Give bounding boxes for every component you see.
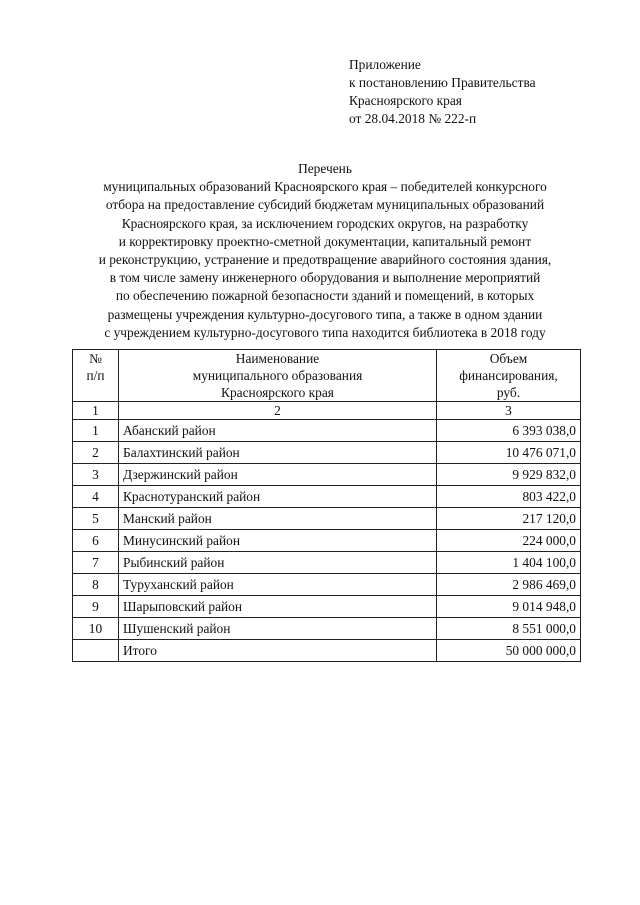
table-row bbox=[73, 486, 581, 508]
column-index: 3 bbox=[437, 402, 581, 420]
heading-line: размещены учреждения культурно-досугового типа, а также в одном здании bbox=[107, 306, 543, 322]
row-name: Абанский район bbox=[119, 420, 437, 442]
row-name: Краснотуранский район bbox=[119, 486, 437, 508]
row-name: Дзержинский район bbox=[119, 464, 437, 486]
row-number: 6 bbox=[73, 530, 119, 552]
heading-line: отбора на предоставление субсидий бюджетам муниципальных образований bbox=[105, 197, 545, 213]
table-row bbox=[73, 618, 581, 640]
table-row bbox=[73, 508, 581, 530]
appendix-block bbox=[349, 56, 536, 128]
row-name: Балахтинский район bbox=[119, 442, 437, 464]
row-number: 2 bbox=[73, 442, 119, 464]
header-name bbox=[119, 350, 437, 402]
header-amount bbox=[437, 350, 581, 402]
heading-line: муниципальных образований Красноярского края – победителей конкурсного bbox=[103, 179, 547, 195]
appendix-decree-line: к постановлению Правительства bbox=[349, 75, 536, 90]
row-number: 9 bbox=[73, 596, 119, 618]
appendix-title: Приложение bbox=[349, 57, 421, 72]
row-amount: 803 422,0 bbox=[437, 486, 581, 508]
row-number: 5 bbox=[73, 508, 119, 530]
total-number bbox=[73, 640, 119, 662]
heading-line: в том числе замену инженерного оборудования и выполнение мероприятий bbox=[109, 270, 541, 286]
table-row bbox=[73, 552, 581, 574]
row-amount: 2 986 469,0 bbox=[437, 574, 581, 596]
total-label: Итого bbox=[119, 640, 437, 662]
heading-line: и корректировку проектно-сметной документации, капитальный ремонт bbox=[118, 233, 532, 249]
table-row bbox=[73, 596, 581, 618]
header-name-line: муниципального образования bbox=[192, 368, 363, 383]
row-number: 10 bbox=[73, 618, 119, 640]
header-name-line: Красноярского края bbox=[221, 385, 334, 400]
total-amount: 50 000 000,0 bbox=[437, 640, 581, 662]
heading-title: Перечень bbox=[298, 161, 352, 176]
row-amount: 10 476 071,0 bbox=[437, 442, 581, 464]
row-number: 8 bbox=[73, 574, 119, 596]
row-number: 7 bbox=[73, 552, 119, 574]
row-name: Шарыповский район bbox=[119, 596, 437, 618]
header-amount-line: финансирования, bbox=[459, 368, 558, 383]
heading-line: с учреждением культурно-досугового типа находится библиотека в 2018 году bbox=[104, 324, 546, 340]
row-amount: 9 929 832,0 bbox=[437, 464, 581, 486]
row-number: 3 bbox=[73, 464, 119, 486]
row-amount: 8 551 000,0 bbox=[437, 618, 581, 640]
total-row bbox=[73, 640, 581, 662]
table-row bbox=[73, 530, 581, 552]
row-name: Шушенский район bbox=[119, 618, 437, 640]
heading-line: по обеспечению пожарной безопасности зданий и помещений, в которых bbox=[115, 288, 535, 304]
header-amount-line: Объем bbox=[489, 351, 528, 366]
row-amount: 6 393 038,0 bbox=[437, 420, 581, 442]
row-name: Туруханский район bbox=[119, 574, 437, 596]
header-number-line: п/п bbox=[86, 368, 105, 383]
table-row bbox=[73, 442, 581, 464]
row-number: 4 bbox=[73, 486, 119, 508]
heading-line: и реконструкцию, устранение и предотвращение аварийного состояния здания, bbox=[98, 252, 552, 268]
table-row bbox=[73, 464, 581, 486]
table-header-row bbox=[73, 350, 581, 402]
header-name-line: Наименование bbox=[235, 351, 320, 366]
row-number: 1 bbox=[73, 420, 119, 442]
row-name: Рыбинский район bbox=[119, 552, 437, 574]
row-name: Манский район bbox=[119, 508, 437, 530]
header-number-line: № bbox=[89, 351, 102, 366]
heading-line: Красноярского края, за исключением городских округов, на разработку bbox=[121, 215, 529, 231]
row-amount: 1 404 100,0 bbox=[437, 552, 581, 574]
column-index: 1 bbox=[73, 402, 119, 420]
appendix-region-line: Красноярского края bbox=[349, 93, 462, 108]
table-row bbox=[73, 574, 581, 596]
table-row bbox=[73, 420, 581, 442]
appendix-date-line: от 28.04.2018 № 222-п bbox=[349, 111, 477, 126]
header-number bbox=[73, 350, 119, 402]
row-amount: 217 120,0 bbox=[437, 508, 581, 530]
row-name: Минусинский район bbox=[119, 530, 437, 552]
document-heading bbox=[70, 160, 580, 342]
column-index-row bbox=[73, 402, 581, 420]
header-amount-line: руб. bbox=[496, 385, 521, 400]
funding-table bbox=[72, 349, 581, 662]
row-amount: 9 014 948,0 bbox=[437, 596, 581, 618]
row-amount: 224 000,0 bbox=[437, 530, 581, 552]
column-index: 2 bbox=[119, 402, 437, 420]
